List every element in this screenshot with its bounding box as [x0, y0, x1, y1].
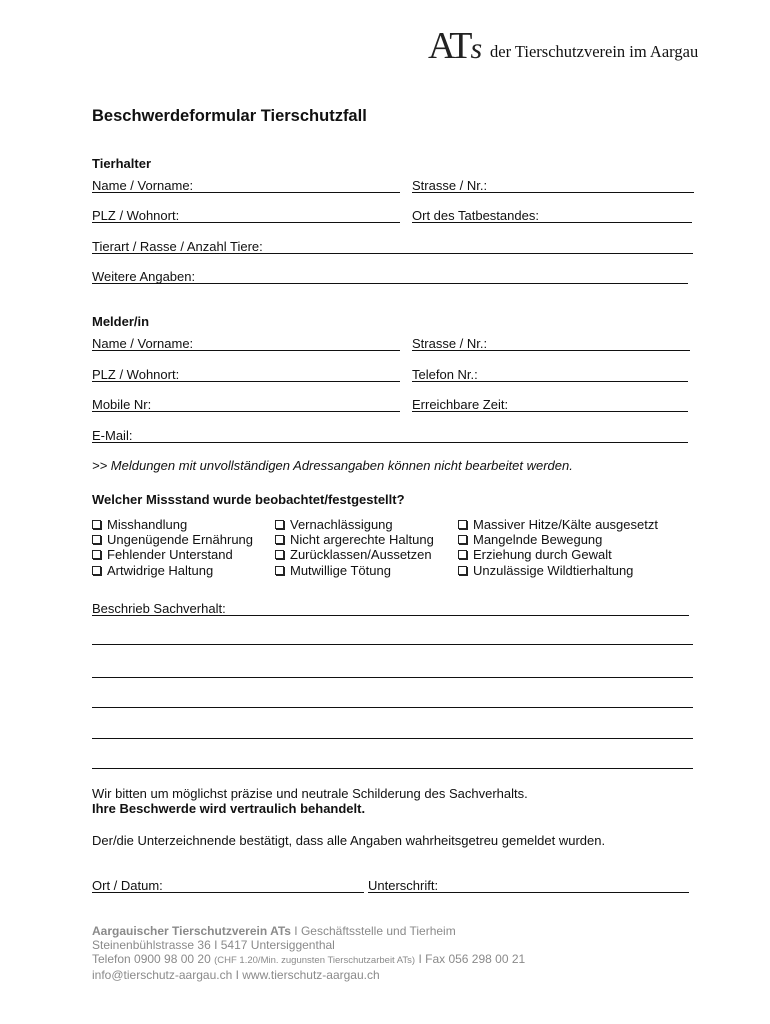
label-unterschrift: Unterschrift: — [368, 878, 439, 893]
checkbox-icon — [92, 520, 101, 529]
field-ort-datum[interactable] — [92, 892, 364, 893]
checkbox-icon — [92, 566, 101, 575]
checkbox-option[interactable]: Vernachlässigung — [275, 517, 393, 532]
label-ort-datum: Ort / Datum: — [92, 878, 163, 893]
checkbox-option[interactable]: Erziehung durch Gewalt — [458, 547, 612, 562]
confirmation-text: Der/die Unterzeichnende bestätigt, dass alle Angaben wahrheitsgetreu gemeldet wurden. — [92, 833, 606, 848]
checkbox-option[interactable]: Mutwillige Tötung — [275, 563, 391, 578]
field-melder-email[interactable] — [92, 442, 688, 443]
logo-text: der Tierschutzverein im Aargau — [490, 42, 699, 61]
checkbox-icon — [458, 520, 467, 529]
field-beschrieb-line[interactable] — [92, 644, 693, 645]
field-tierhalter-tierart[interactable] — [92, 253, 693, 254]
field-tierhalter-plz[interactable] — [92, 222, 400, 223]
field-tierhalter-name[interactable] — [92, 192, 400, 193]
field-melder-name[interactable] — [92, 350, 400, 351]
field-melder-telefon[interactable] — [412, 381, 688, 382]
incomplete-address-note: >> Meldungen mit unvollständigen Adressangaben können nicht bearbeitet werden. — [92, 458, 573, 473]
checkbox-option[interactable]: Mangelnde Bewegung — [458, 532, 602, 547]
field-tierhalter-ort-tat[interactable] — [412, 222, 692, 223]
label-melder-mobile: Mobile Nr: — [92, 397, 152, 412]
field-beschrieb[interactable] — [92, 615, 689, 616]
field-melder-erreichbar[interactable] — [412, 411, 688, 412]
field-tierhalter-weitere[interactable] — [92, 283, 688, 284]
page-title: Beschwerdeformular Tierschutzfall — [92, 107, 367, 125]
field-beschrieb-line[interactable] — [92, 677, 693, 678]
footer — [92, 924, 525, 982]
checkbox-icon — [458, 566, 467, 575]
checkbox-icon — [92, 550, 101, 559]
checkbox-option[interactable]: Zurücklassen/Aussetzen — [275, 547, 432, 562]
label-tierhalter-tierart: Tierart / Rasse / Anzahl Tiere: — [92, 239, 263, 254]
label-tierhalter-strasse: Strasse / Nr.: — [412, 178, 488, 193]
checkbox-icon — [275, 550, 284, 559]
checkbox-icon — [458, 535, 467, 544]
checkbox-option[interactable]: Nicht argerechte Haltung — [275, 532, 434, 547]
section-heading-melder: Melder/in — [92, 314, 150, 329]
label-melder-telefon: Telefon Nr.: — [412, 367, 478, 382]
checkbox-icon — [92, 535, 101, 544]
footer-address: Steinenbühlstrasse 36 I 5417 Untersiggenthal — [92, 938, 335, 952]
section-heading-tierhalter: Tierhalter — [92, 156, 152, 171]
logo-mark: ATs — [428, 25, 483, 67]
field-beschrieb-line[interactable] — [92, 738, 693, 739]
checkbox-option[interactable]: Unzulässige Wildtierhaltung — [458, 563, 633, 578]
field-melder-mobile[interactable] — [92, 411, 400, 412]
label-tierhalter-plz: PLZ / Wohnort: — [92, 208, 180, 223]
footer-phone: Telefon 0900 98 00 20 (CHF 1.20/Min. zugunsten Tierschutzarbeit ATs) I Fax 056 298 00 21 — [92, 952, 526, 966]
label-tierhalter-name: Name / Vorname: — [92, 178, 194, 193]
label-melder-erreichbar: Erreichbare Zeit: — [412, 397, 509, 412]
field-beschrieb-line[interactable] — [92, 707, 693, 708]
label-melder-email: E-Mail: — [92, 428, 133, 443]
checkbox-icon — [275, 566, 284, 575]
field-unterschrift[interactable] — [368, 892, 689, 893]
footer-org: Aargauischer Tierschutzverein ATs I Geschäftsstelle und Tierheim — [92, 924, 456, 938]
label-tierhalter-weitere: Weitere Angaben: — [92, 269, 196, 284]
field-beschrieb-line[interactable] — [92, 768, 693, 769]
request-text: Wir bitten um möglichst präzise und neutrale Schilderung des Sachverhalts. — [92, 786, 528, 801]
checkbox-option[interactable]: Massiver Hitze/Kälte ausgesetzt — [458, 517, 658, 532]
field-melder-strasse[interactable] — [412, 350, 690, 351]
checkbox-icon — [275, 535, 284, 544]
checkbox-option[interactable]: Artwidrige Haltung — [92, 563, 213, 578]
checkbox-option[interactable]: Misshandlung — [92, 517, 187, 532]
label-tierhalter-ort-tat: Ort des Tatbestandes: — [412, 208, 539, 223]
checkbox-option[interactable]: Fehlender Unterstand — [92, 547, 233, 562]
label-melder-plz: PLZ / Wohnort: — [92, 367, 180, 382]
footer-web: info@tierschutz-aargau.ch I www.tierschutz-aargau.ch — [92, 968, 380, 982]
checkbox-option[interactable]: Ungenügende Ernährung — [92, 532, 253, 547]
section-heading-missstand: Welcher Missstand wurde beobachtet/festgestellt? — [92, 492, 405, 507]
label-melder-strasse: Strasse / Nr.: — [412, 336, 488, 351]
field-tierhalter-strasse[interactable] — [412, 192, 694, 193]
confidential-text: Ihre Beschwerde wird vertraulich behandelt. — [92, 801, 366, 816]
checkbox-icon — [458, 550, 467, 559]
label-beschrieb: Beschrieb Sachverhalt: — [92, 601, 226, 616]
label-melder-name: Name / Vorname: — [92, 336, 194, 351]
checkbox-icon — [275, 520, 284, 529]
field-melder-plz[interactable] — [92, 381, 400, 382]
